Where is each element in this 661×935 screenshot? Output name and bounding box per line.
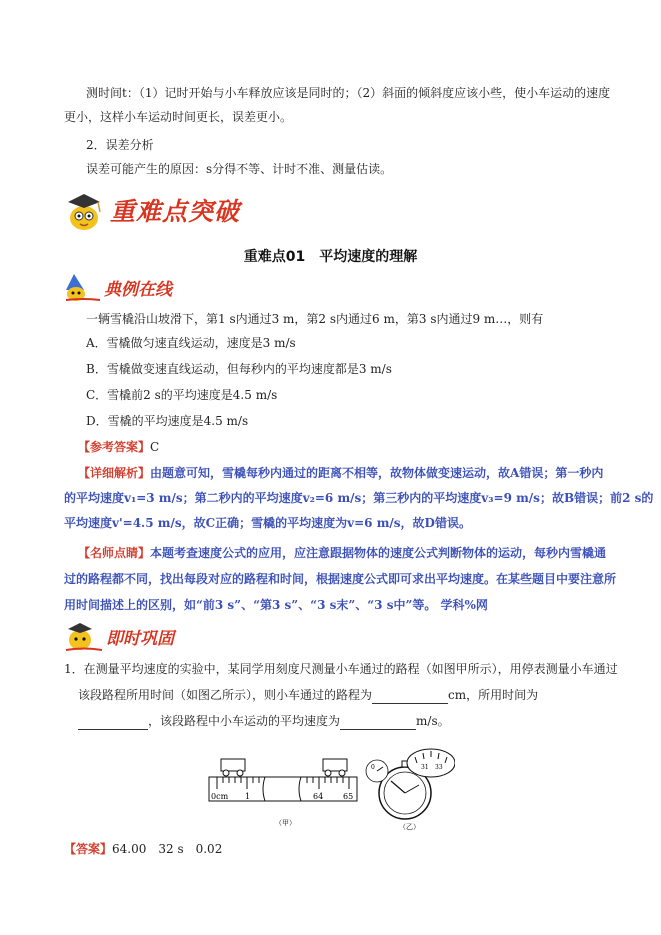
graduate-mascot-icon bbox=[62, 188, 106, 232]
option-c: C．雪橇前2 s的平均速度是4.5 m/s bbox=[86, 388, 278, 402]
time-blank[interactable] bbox=[78, 716, 148, 730]
question-stem: 一辆雪橇沿山坡滑下，第1 s内通过3 m，第2 s内通过6 m，第3 s内通过9 m…，则有 bbox=[86, 312, 544, 326]
banner-consolidate-text: 即时巩固 bbox=[106, 628, 174, 649]
dial-label-31: 31 bbox=[421, 764, 429, 771]
reference-answer-value: C bbox=[150, 440, 160, 454]
analysis-line3: 平均速度v'=4.5 m/s，故C正确；雪橇的平均速度为v=6 m/s，故D错误。 bbox=[64, 516, 471, 530]
banner-key-points-text: 重难点突破 bbox=[110, 197, 241, 226]
banner-example bbox=[64, 272, 172, 302]
error-analysis-heading: 2．误差分析 bbox=[86, 138, 154, 152]
answer bbox=[64, 840, 222, 858]
ruler-label-1: 1 bbox=[245, 792, 251, 801]
option-a: A．雪橇做匀速直线运动，速度是3 m/s bbox=[86, 336, 296, 350]
option-d: D．雪橇的平均速度是4.5 m/s bbox=[86, 414, 249, 428]
teacher-tip-label: 【名师点睛】 bbox=[78, 546, 151, 560]
exercise-text-line1: 在测量平均速度的实验中，某同学用刻度尺测量小车通过的路程（如图甲所示），用停表测量小车通过 bbox=[83, 662, 618, 676]
teacher-tip-line1: 本题考查速度公式的应用，应注意跟据物体的速度公式判断物体的运动，每秒内雪橇通 bbox=[150, 546, 607, 560]
option-b: B．雪橇做变速直线运动，但每秒内的平均速度都是3 m/s bbox=[86, 362, 392, 376]
banner-consolidate bbox=[64, 620, 174, 652]
banner-example-text: 典例在线 bbox=[104, 279, 172, 300]
analysis-line2: 的平均速度v₁=3 m/s；第二秒内的平均速度v₂=6 m/s；第三秒内的平均速度v₃=9 m/s；故B错误；前2 s的 bbox=[64, 491, 654, 505]
wizard-mascot-icon bbox=[64, 272, 102, 302]
stopwatch-magnified-dial bbox=[407, 749, 455, 777]
exercise-text-line2b: cm，所用时间为 bbox=[448, 688, 539, 702]
ruler-label-64: 64 bbox=[313, 792, 324, 801]
toy-car-start bbox=[221, 759, 245, 776]
distance-blank[interactable] bbox=[372, 690, 448, 704]
ruler-figure bbox=[209, 759, 357, 827]
analysis-label: 【详细解析】 bbox=[78, 466, 151, 480]
reference-answer-label: 【参考答案】 bbox=[78, 440, 151, 454]
paragraph-timing-line2: 更小，这样小车运动时间更长，误差更小。 bbox=[64, 110, 293, 124]
toy-car-end bbox=[323, 759, 347, 776]
exercise-line2 bbox=[78, 686, 538, 704]
graduate-mascot-small-icon bbox=[64, 620, 104, 652]
answer-label: 【答案】 bbox=[64, 842, 113, 856]
speed-blank[interactable] bbox=[340, 716, 416, 730]
error-analysis-text: 误差可能产生的原因：s分得不等、计时不准、测量估读。 bbox=[86, 162, 393, 176]
banner-key-points bbox=[62, 188, 240, 232]
small-dial-label: 0 bbox=[371, 764, 375, 771]
analysis-line1: 由题意可知，雪橇每秒内通过的距离不相等，故物体做变速运动，故A错误；第一秒内 bbox=[150, 466, 604, 480]
exercise-number: 1． bbox=[64, 662, 84, 676]
exercise-line3 bbox=[78, 712, 450, 730]
caption-b: （乙） bbox=[399, 823, 420, 831]
ruler-label-65: 65 bbox=[343, 792, 354, 801]
exercise-line1 bbox=[64, 660, 618, 678]
caption-a: （甲） bbox=[275, 819, 296, 827]
teacher-tip-line3: 用时间描述上的区别，如“前3 s”、“第3 s”、“3 s末”、“3 s中”等。 学科%网 bbox=[64, 598, 488, 612]
ruler-label-0cm: 0cm bbox=[211, 792, 229, 801]
answer-value: 64.00 32 s 0.02 bbox=[112, 842, 223, 856]
exercise-text-line3b: ，该段路程中小车运动的平均速度为 bbox=[148, 714, 341, 728]
dial-label-33: 33 bbox=[435, 764, 443, 771]
section-title: 重难点01 平均速度的理解 bbox=[243, 249, 418, 265]
stopwatch-figure bbox=[366, 749, 455, 831]
teacher-tip-line2: 过的路程都不同，找出每段对应的路程和时间，根据速度公式即可求出平均速度。在某些题目中要注意所 bbox=[64, 572, 617, 586]
exercise-text-line3c: m/s。 bbox=[416, 714, 450, 728]
paragraph-timing-line1: 测时间t：（1）记时开始与小车释放应该是同时的；（2）斜面的倾斜度应该小些，使小车运动的速度 bbox=[86, 86, 611, 100]
stopwatch-small-dial bbox=[366, 760, 388, 782]
analysis-line1-wrap bbox=[78, 464, 603, 482]
reference-answer bbox=[78, 438, 159, 456]
experiment-figure bbox=[205, 745, 455, 855]
exercise-text-line2a: 该段路程所用时间（如图乙所示），则小车通过的路程为 bbox=[78, 688, 373, 702]
teacher-tip-line1-wrap bbox=[78, 544, 606, 562]
